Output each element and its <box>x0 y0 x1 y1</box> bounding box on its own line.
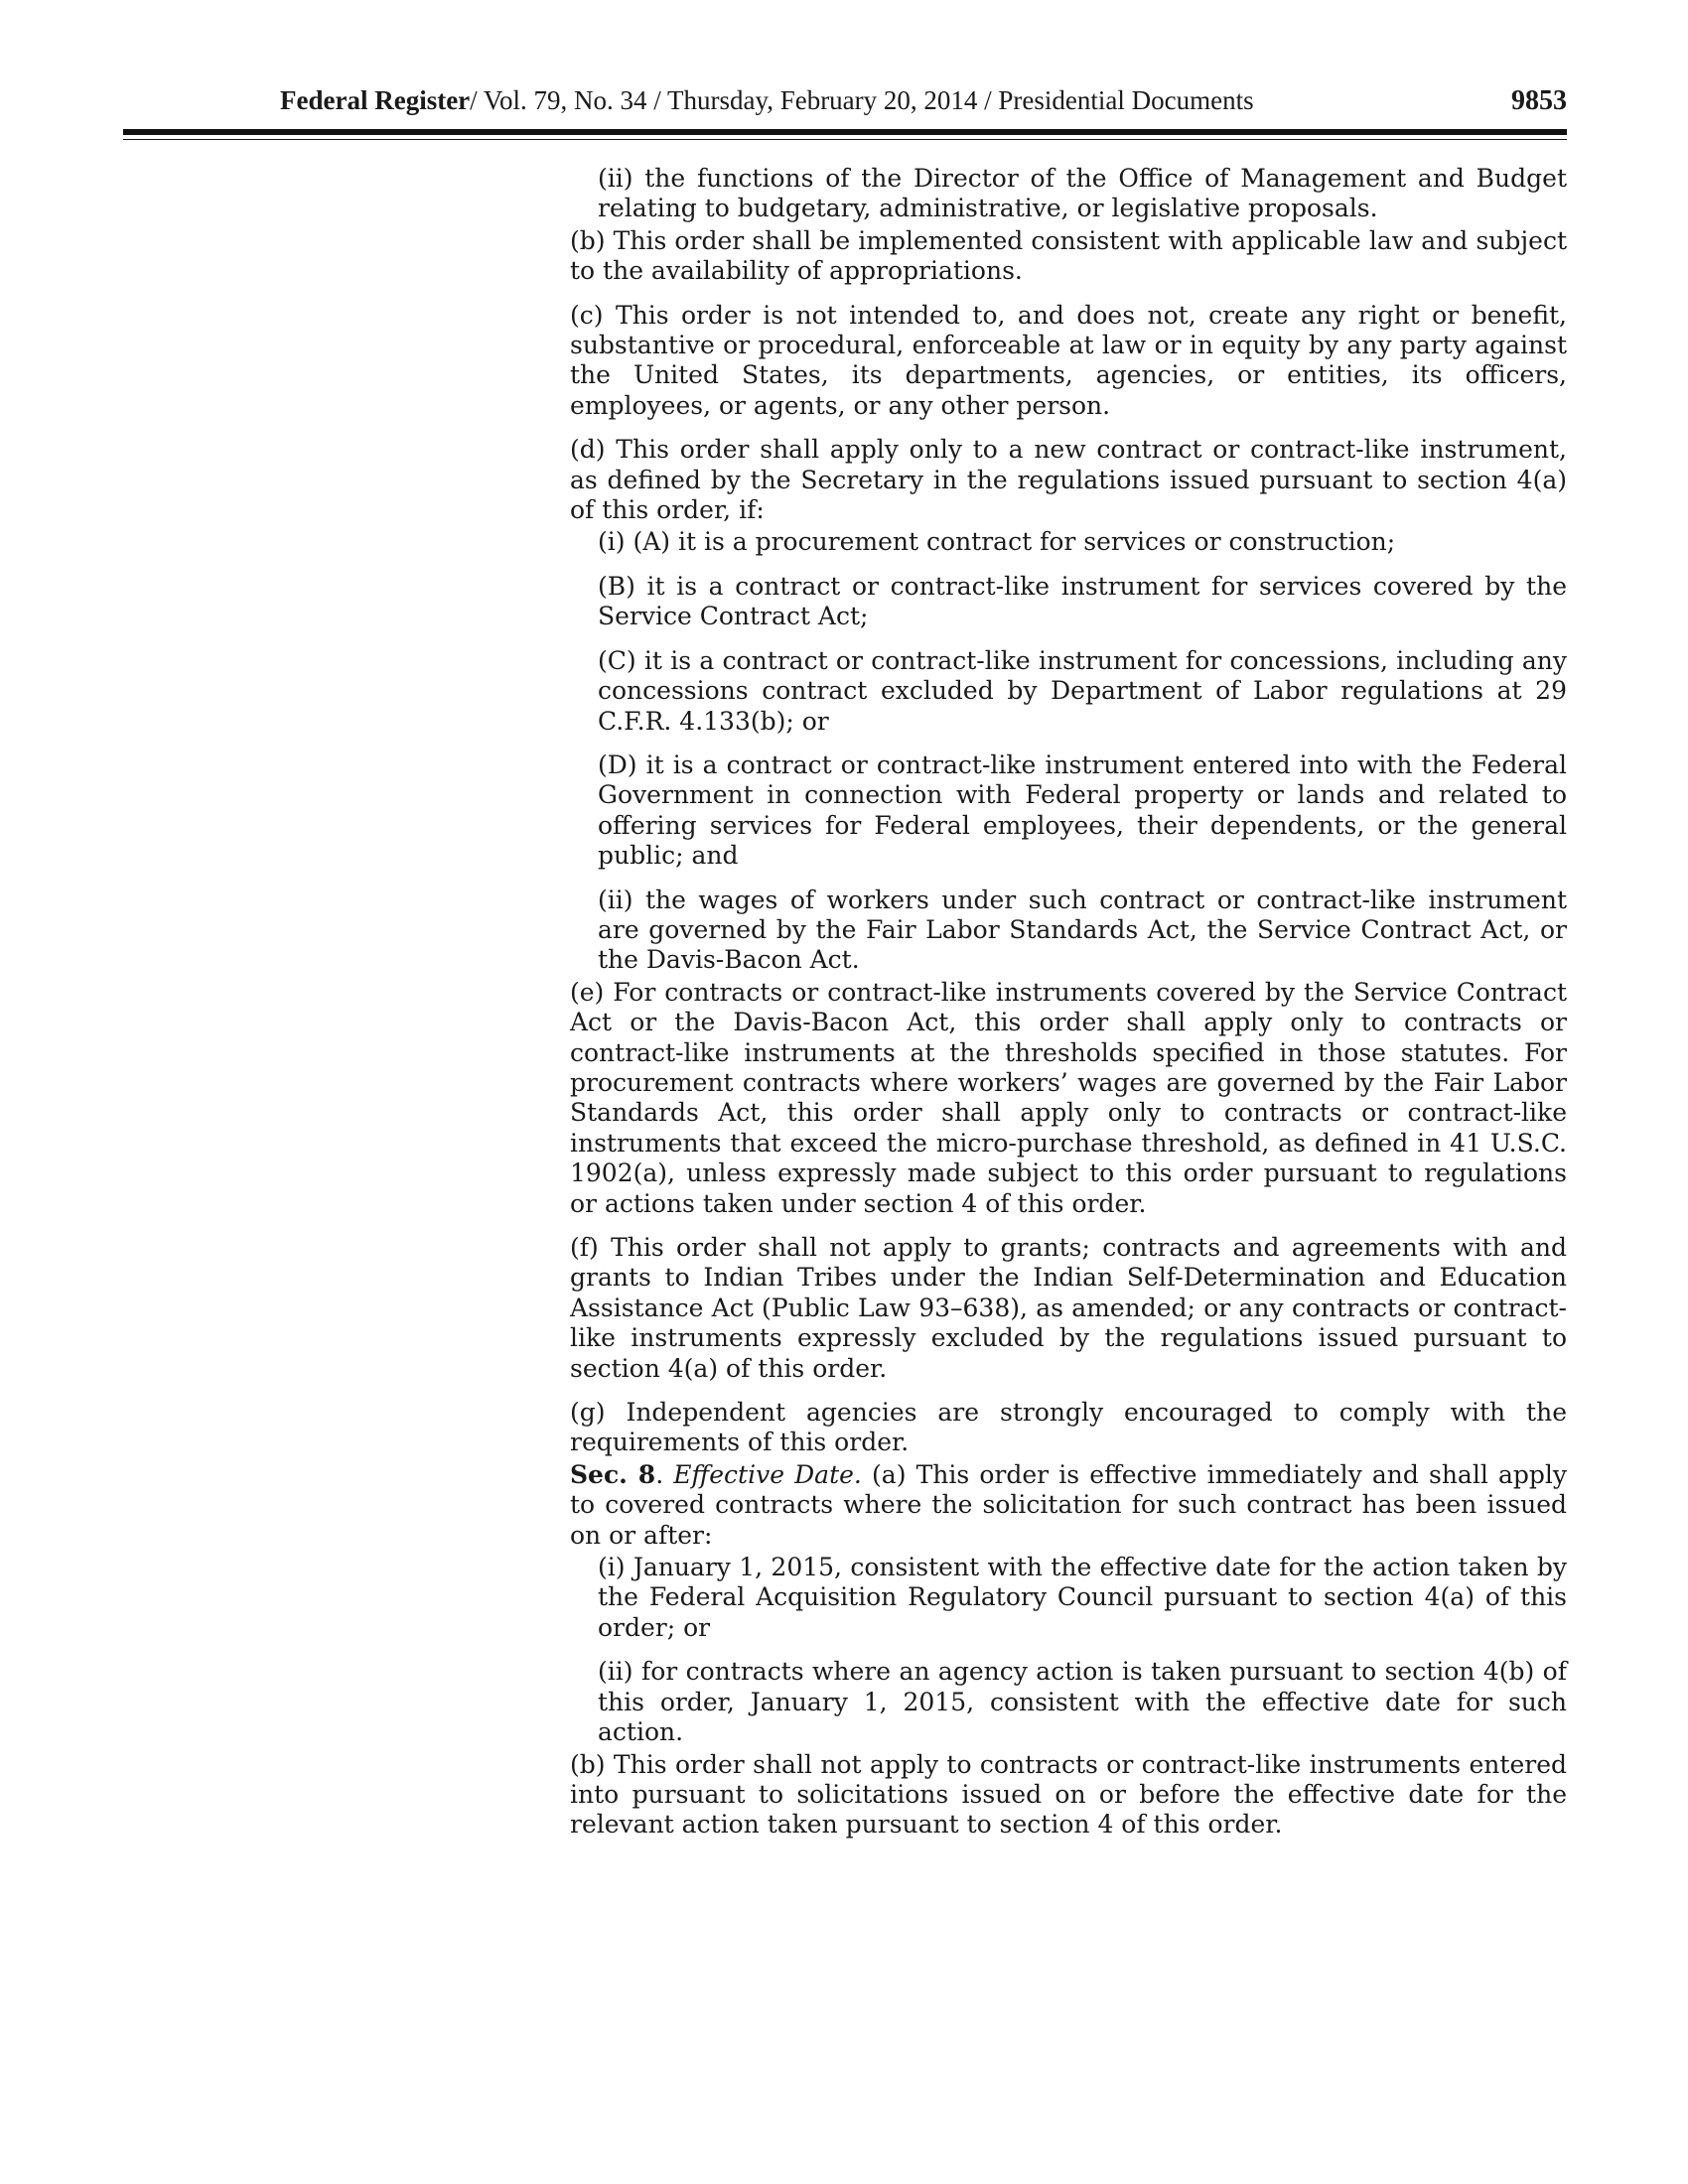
paragraph-b: (b) This order shall be implemented consistent with applicable law and subject to the availability of appropriations. <box>570 225 1567 286</box>
paragraph-g: (g) Independent agencies are strongly encouraged to comply with the requirements of this order. <box>570 1398 1567 1457</box>
page-number: 9853 <box>1511 85 1567 116</box>
paragraph-d-ii: (ii) the wages of workers under such contract or contract-like instrument are governed by the Fair Labor Standards Act, the Service Contract Act, or the Davis-Bacon Act. <box>598 885 1567 975</box>
section-8-title: Effective Date. <box>673 1459 862 1489</box>
paragraph-d: (d) This order shall apply only to a new contract or contract-like instrument, as defined by the Secretary in the regulations issued pursuant to section 4(a) of this order, if: <box>570 435 1567 525</box>
running-head <box>119 85 1254 116</box>
publication-title: Federal Register <box>280 85 471 115</box>
body-column <box>570 164 1567 1854</box>
paragraph-e: (e) For contracts or contract-like instruments covered by the Service Contract Act or the Davis-Bacon Act, this order shall apply only to contracts or contract-like instruments at the thresholds specified in those statutes. For procurement contracts where workers’ wages are governed by the Fair Labor Standards Act, this order shall apply only to contracts or contract-like instruments that exceed the micro-purchase threshold, as defined in 41 U.S.C. 1902(a), unless expressly made subject to this order pursuant to regulations or actions taken under section 4 of this order. <box>570 977 1567 1218</box>
paragraph-f: (f) This order shall not apply to grants; contracts and agreements with and grants to Indian Tribes under the Indian Self-Determination and Education Assistance Act (Public Law 93–638), as amended; or any contracts or contract-like instruments expressly excluded by the regulations issued pursuant to section 4(a) of this order. <box>570 1233 1567 1383</box>
header-rule-thin <box>123 139 1567 140</box>
section-8-paragraph <box>570 1460 1567 1551</box>
paragraph-d-i-d: (D) it is a contract or contract-like instrument entered into with the Federal Government in connection with Federal property or lands and related to offering services for Federal employees, their dependents, or the general public; and <box>598 750 1567 871</box>
section-8-text: (a) This order is effective immediately and shall apply to covered contracts where the solicitation for such contract has been issued on or after: <box>570 1459 1568 1550</box>
paragraph-8a-i: (i) January 1, 2015, consistent with the effective date for the action taken by the Federal Acquisition Regulatory Council pursuant to section 4(a) of this order; or <box>598 1553 1567 1642</box>
paragraph-d-i-b: (B) it is a contract or contract-like instrument for services covered by the Service Contract Act; <box>598 571 1567 631</box>
issue-line: / Vol. 79, No. 34 / Thursday, February 20, 2014 / Presidential Documents <box>470 85 1254 115</box>
paragraph-8a-ii: (ii) for contracts where an agency action is taken pursuant to section 4(b) of this order, January 1, 2015, consistent with the effective date for such action. <box>598 1657 1567 1747</box>
section-8-label: Sec. 8 <box>570 1459 656 1489</box>
header-rule <box>123 129 1567 135</box>
page-header <box>119 85 1567 125</box>
paragraph-c: (c) This order is not intended to, and does not, create any right or benefit, substantive or procedural, enforceable at law or in equity by any party against the United States, its departments, agencies, or entities, its officers, employees, or agents, or any other person. <box>570 300 1567 420</box>
paragraph-d-i-c: (C) it is a contract or contract-like instrument for concessions, including any concessions contract excluded by Department of Labor regulations at 29 C.F.R. 4.133(b); or <box>598 645 1567 736</box>
paragraph-a-ii: (ii) the functions of the Director of the Office of Management and Budget relating to budgetary, administrative, or legislative proposals. <box>598 164 1567 223</box>
paragraph-8b: (b) This order shall not apply to contracts or contract-like instruments entered into pursuant to solicitations issued on or before the effective date for the relevant action taken pursuant to section 4 of this order. <box>570 1749 1567 1840</box>
section-8-separator: . <box>655 1459 674 1489</box>
paragraph-d-i-a: (i) (A) it is a procurement contract for services or construction; <box>598 527 1396 557</box>
